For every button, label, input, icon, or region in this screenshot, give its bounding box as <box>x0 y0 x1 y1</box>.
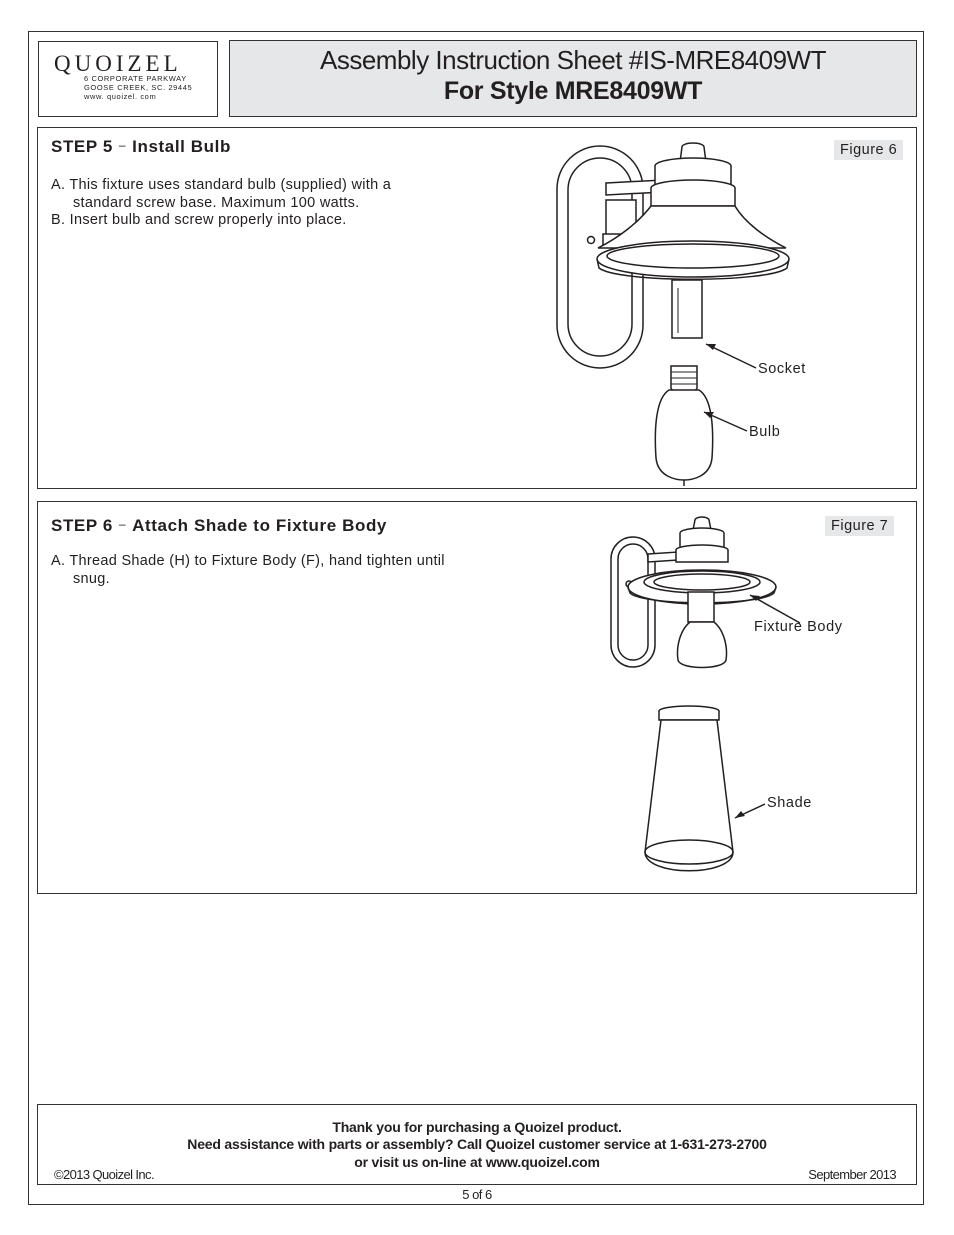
copyright-text: 2013 Quoizel Inc. <box>62 1167 154 1182</box>
page-number: 5 of 6 <box>462 1187 492 1202</box>
company-logo-block <box>38 41 218 117</box>
sheet-title: Assembly Instruction Sheet #IS-MRE8409WT <box>320 45 826 75</box>
website-text: www. quoizel. com <box>84 92 157 101</box>
step-5-number: STEP 5 <box>51 137 113 156</box>
revision-date: September 2013 <box>808 1167 896 1182</box>
style-title: For Style MRE8409WT <box>443 77 703 105</box>
figure-7-illustration <box>38 502 918 895</box>
step-6-line-a1: A. Thread Shade (H) to Fixture Body (F), hand tighten until <box>51 553 445 569</box>
title-banner <box>229 40 917 117</box>
step-5-line-a1: A. This fixture uses standard bulb (supplied) with a <box>51 177 392 193</box>
footer-assistance: Need assistance with parts or assembly? Call Quoizel customer service at 1-631-273-2700 <box>187 1136 767 1152</box>
shade-callout: Shade <box>767 795 812 811</box>
figure-6-illustration <box>38 128 918 490</box>
figure-7-label: Figure 7 <box>825 516 894 536</box>
step-6-section <box>37 501 917 894</box>
bulb-callout: Bulb <box>749 424 781 440</box>
footer-thank-you: Thank you for purchasing a Quoizel product. <box>332 1119 622 1135</box>
step-5-dash: – <box>118 138 127 152</box>
step-6-dash: – <box>118 517 127 531</box>
fixture-body-callout: Fixture Body <box>754 619 843 635</box>
footer-website: or visit us on-line at www.quoizel.com <box>354 1154 600 1170</box>
step-6-number: STEP 6 <box>51 516 113 535</box>
figure-6-label: Figure 6 <box>834 140 903 160</box>
step-6-line-a2: snug. <box>73 570 110 587</box>
footer-box <box>37 1104 917 1185</box>
address-line-1: 6 CORPORATE PARKWAY <box>84 74 187 83</box>
copyright-icon: © <box>54 1167 63 1182</box>
step-5-title: Install Bulb <box>132 137 231 156</box>
step-5-line-a2: standard screw base. Maximum 100 watts. <box>73 194 360 211</box>
socket <box>672 280 702 338</box>
copyright <box>54 1167 154 1182</box>
bulb <box>655 390 712 480</box>
socket-callout: Socket <box>758 361 806 377</box>
step-5-section <box>37 127 917 489</box>
address-line-2: GOOSE CREEK, SC. 29445 <box>84 83 193 92</box>
step-5-line-b: B. Insert bulb and screw properly into place. <box>51 212 347 228</box>
shade <box>645 720 733 871</box>
step-6-title: Attach Shade to Fixture Body <box>132 516 387 535</box>
brand-logo: QUOIZEL <box>54 51 182 76</box>
